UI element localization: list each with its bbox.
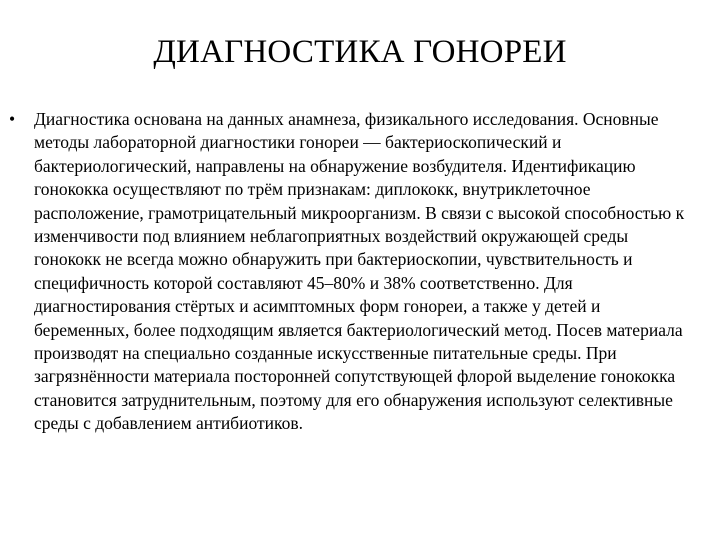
bullet-text: Диагностика основана на данных анамнеза, физикального исследования. Основные методы лабораторной диагностики гонореи — бактериоскопический и бактериологический, направлены на обнаружение возбудителя. Идентификацию гонококка осуществляют по трём признакам: диплококк, внутриклеточное расположение, грамотрицательный микроорганизм. В связи с высокой способностью к изменчивости под влиянием неблагоприятных воздействий окружающей среды гонококк не всегда можно обнаружить при бактериоскопии, чувствительность и специфичность которой составляют 45–80% и 38% соответственно. Для диагностирования стёртых и асимптомных форм гонореи, а также у детей и беременных, более подходящим является бактериологический метод. Посев материала производят на специально созданные искусственные питательные среды. При загрязнённости материала посторонней сопутствующей флорой выделение гонококка становится затруднительным, поэтому для его обнаружения используют селективные среды с добавлением антибиотиков. [34, 109, 685, 434]
bullet-item [9, 108, 689, 436]
slide-title: ДИАГНОСТИКА ГОНОРЕИ [153, 34, 567, 70]
bullet-icon: • [9, 109, 16, 129]
slide-content [9, 108, 689, 436]
